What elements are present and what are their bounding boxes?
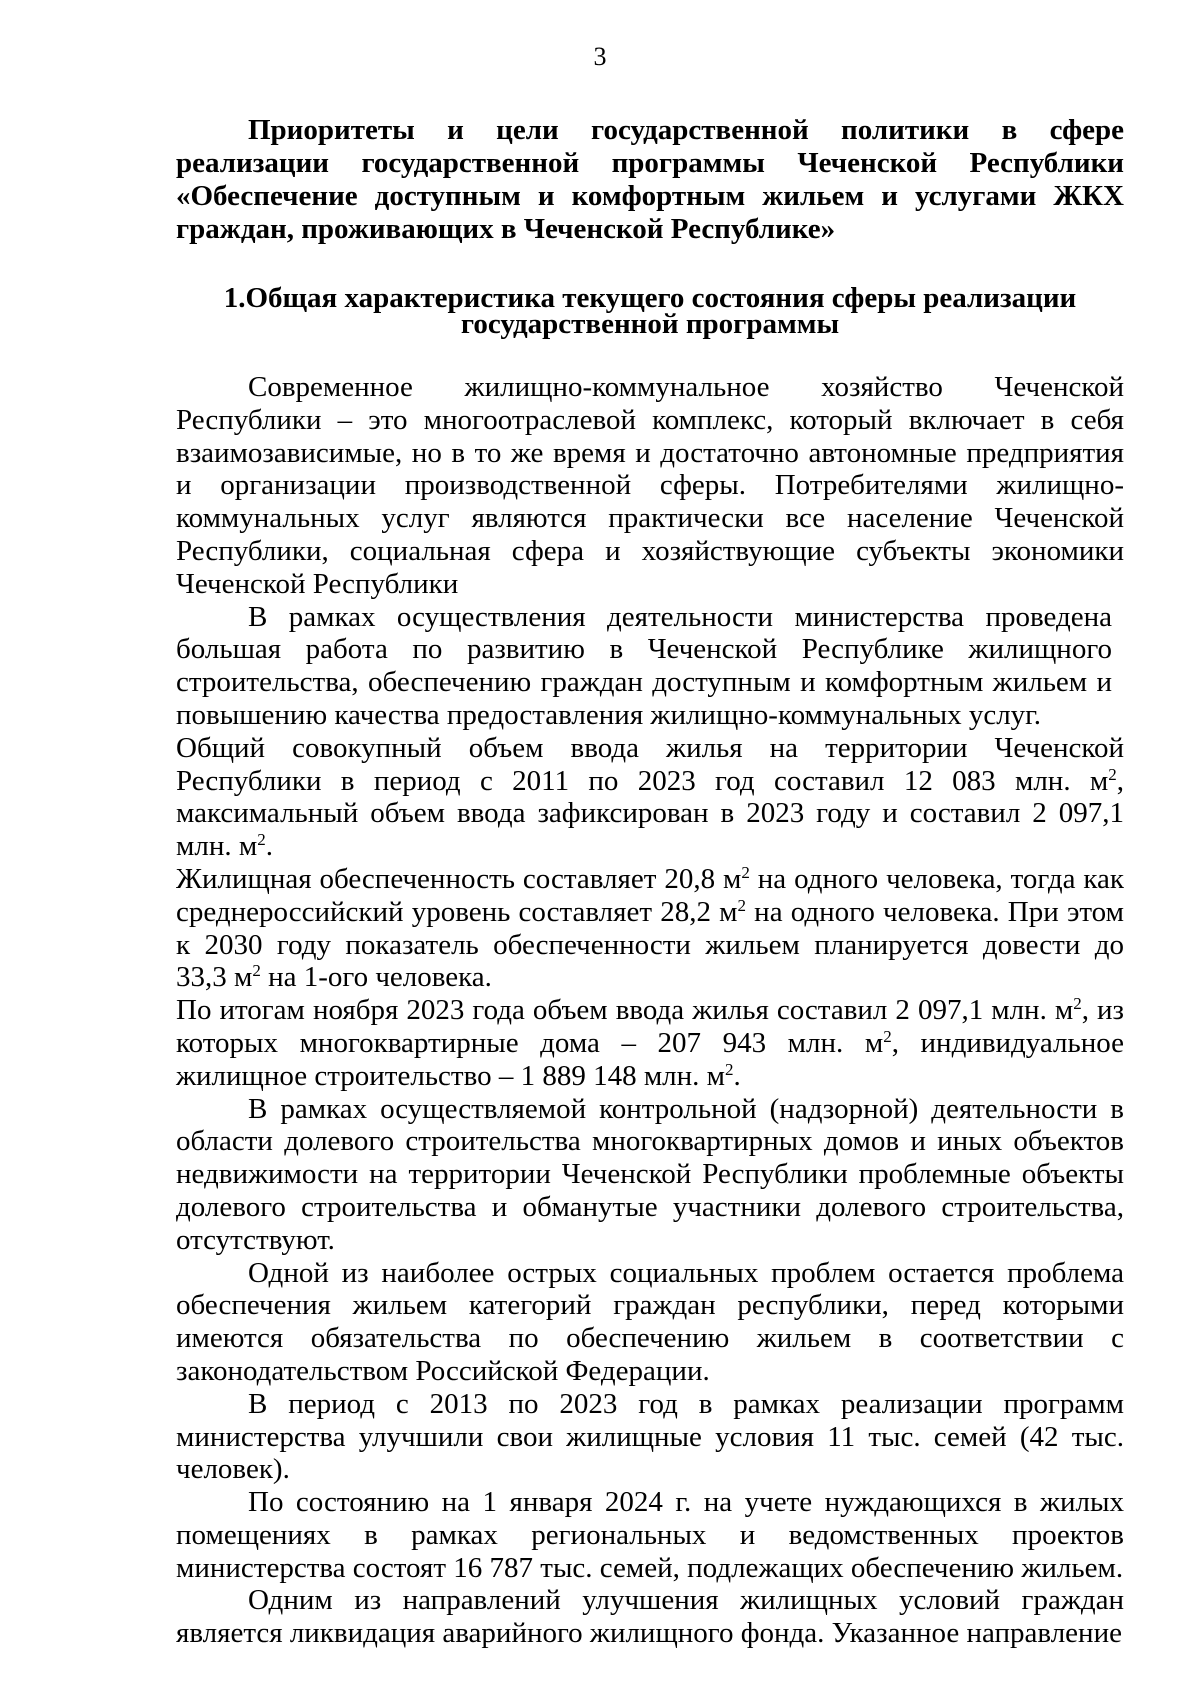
paragraph-2: В рамках осуществления деятельности министерства проведена большая работа по развитию в Чеченской Республике жилищного строительства, обеспечению граждан доступным и комфортным жильем и повышению качества предоставления жилищно-коммунальных услуг. — [176, 600, 1112, 731]
paragraph-3-text-b: , максимальный объем ввода зафиксирован в 2023 году и составил 2 097,1 млн. м — [176, 764, 1124, 863]
paragraph-4 — [176, 863, 1124, 994]
section-heading — [176, 282, 1124, 340]
paragraph-4-text-d: на 1-ого человека. — [260, 961, 492, 994]
superscript-2: 2 — [883, 1026, 892, 1046]
section-heading-line-1: 1.Общая характеристика текущего состояния сферы реализации — [223, 282, 1077, 314]
page-number: 3 — [593, 42, 607, 71]
paragraph-10: Одним из направлений улучшения жилищных условий граждан является ликвидация аварийного жилищного фонда. Указанное направление — [176, 1584, 1124, 1650]
superscript-2: 2 — [252, 961, 261, 981]
paragraph-3-text-c: . — [265, 830, 273, 863]
superscript-2: 2 — [1073, 994, 1082, 1014]
paragraph-4-text-b: на одного человека, тогда как среднероссийский уровень составляет 28,2 м — [176, 862, 1124, 928]
superscript-2: 2 — [725, 1059, 734, 1079]
paragraph-3-text-a: Общий совокупный объем ввода жилья на территории Чеченской Республики в период с 2011 по 2023 год составил 12 083 млн. м — [176, 731, 1124, 797]
paragraph-5-text-c: , индивидуальное жилищное строительство – 1 889 148 млн. м — [176, 1026, 1124, 1092]
superscript-2: 2 — [737, 895, 746, 915]
section-text — [176, 371, 1124, 1650]
paragraph-4-text-a: Жилищная обеспеченность составляет 20,8 м — [176, 862, 742, 895]
paragraph-1: Современное жилищно-коммунальное хозяйство Чеченской Республики – это многоотраслевой комплекс, который включает в себя взаимозависимые, но в то же время и достаточно автономные предприятия и организации производственной сферы. Потребителями жилищно-коммунальных услуг являются практически все население Чеченской Республики, социальная сфера и хозяйствующие субъекты экономики Чеченской Республики — [176, 371, 1124, 600]
paragraph-3 — [176, 732, 1124, 863]
paragraph-5-text-a: По итогам ноября 2023 года объем ввода жилья составил 2 097,1 млн. м — [176, 994, 1074, 1027]
paragraph-7: Одной из наиболее острых социальных проблем остается проблема обеспечения жильем категорий граждан республики, перед которыми имеются обязательства по обеспечению жильем в соответствии с законодательством Российской Федерации. — [176, 1256, 1124, 1387]
superscript-2: 2 — [1108, 764, 1117, 784]
paragraph-5-text-d: . — [733, 1059, 741, 1092]
superscript-2: 2 — [741, 862, 750, 882]
paragraph-6: В рамках осуществляемой контрольной (надзорной) деятельности в области долевого строительства многоквартирных домов и иных объектов недвижимости на территории Чеченской Республики проблемные объекты долевого строительства и обманутые участники долевого строительства, отсутствуют. — [176, 1092, 1124, 1256]
paragraph-9: По состоянию на 1 января 2024 г. на учете нуждающихся в жилых помещениях в рамках региональных и ведомственных проектов министерства состоят 16 787 тыс. семей, подлежащих обеспечению жильем. — [176, 1486, 1124, 1584]
superscript-2: 2 — [257, 830, 266, 850]
section-heading-line-2: государственной программы — [460, 308, 840, 340]
document-title: Приоритеты и цели государственной политики в сфере реализации государственной программы Чеченской Республики «Обеспечение доступным и комфортным жильем и услугами ЖКХ граждан, проживающих в Чеченской Республике» — [176, 114, 1124, 245]
paragraph-8: В период с 2013 по 2023 год в рамках реализации программ министерства улучшили свои жилищные условия 11 тыс. семей (42 тыс. человек). — [176, 1387, 1124, 1486]
document-body — [176, 114, 1124, 1650]
paragraph-5 — [176, 994, 1124, 1092]
paragraph-4-text-c: на одного человека. При этом к 2030 году показатель обеспеченности жильем планируется довести до 33,3 м — [176, 895, 1124, 994]
paragraph-5-text-b: , из которых многоквартирные дома – 207 943 млн. м — [176, 994, 1124, 1059]
